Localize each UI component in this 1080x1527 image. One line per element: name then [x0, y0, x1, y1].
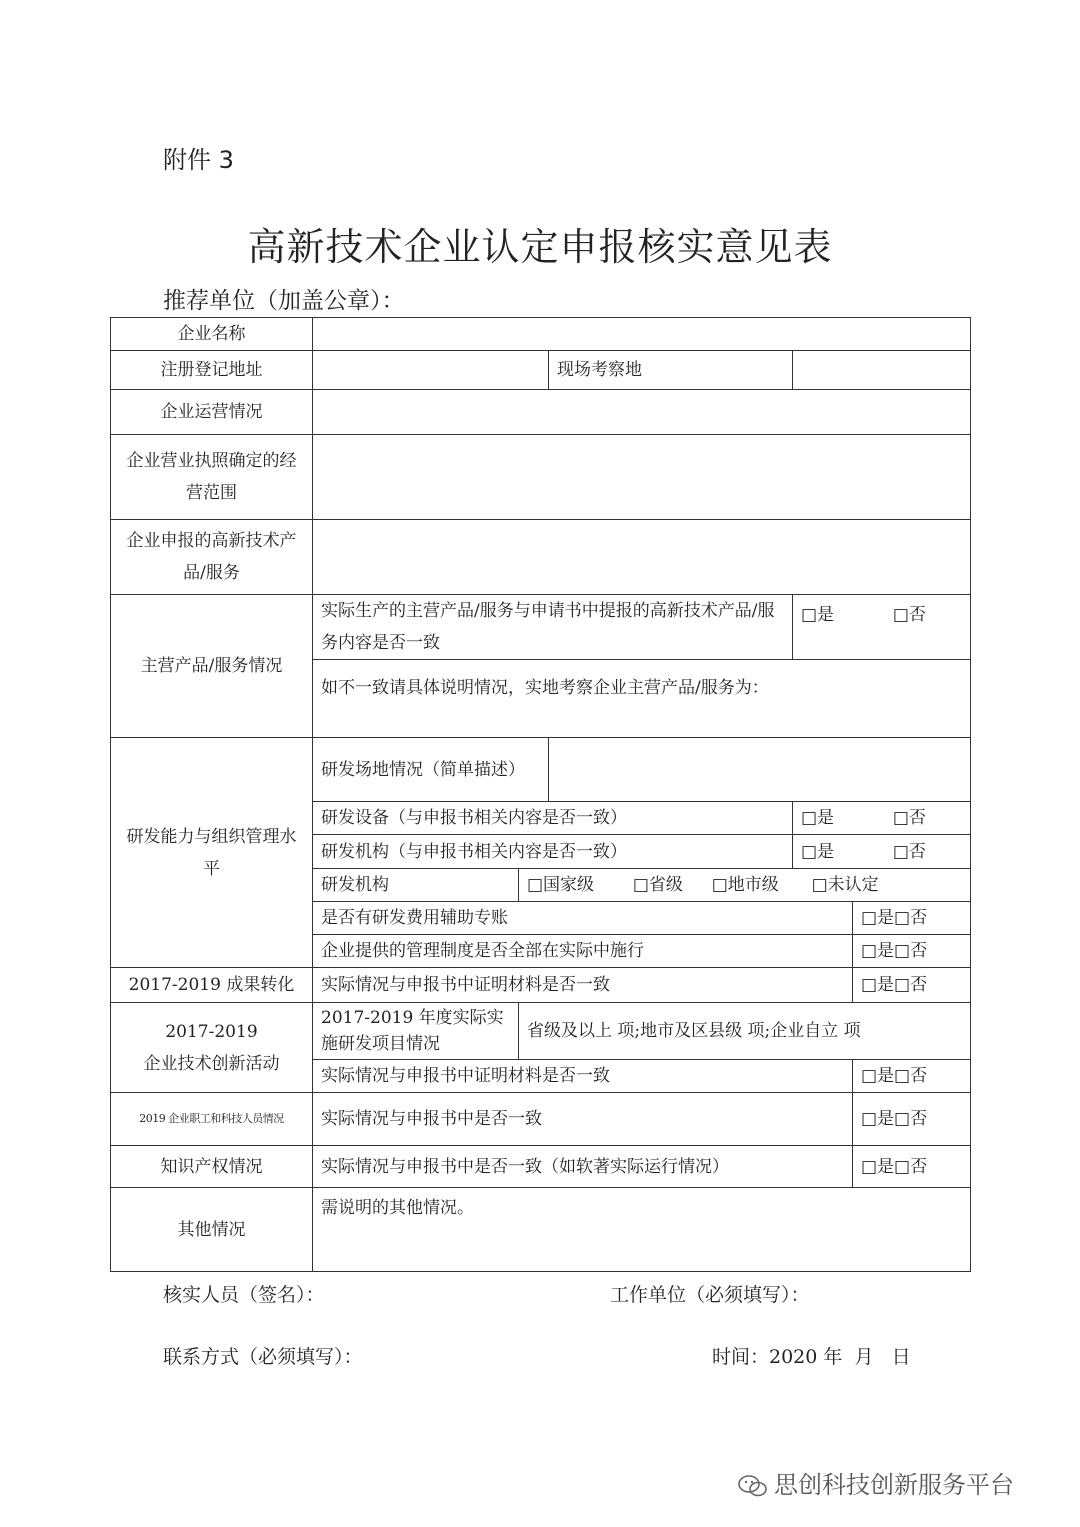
- table-row: [111, 1003, 971, 1060]
- rd-mgmt-label: 企业提供的管理制度是否全部在实际中施行: [313, 935, 853, 968]
- ip-label: 知识产权情况: [111, 1146, 313, 1188]
- operation-label: 企业运营情况: [111, 390, 313, 435]
- company-name-field[interactable]: [313, 318, 971, 351]
- attachment-label: 附件 3: [163, 146, 234, 174]
- table-row: [111, 318, 971, 351]
- reg-address-field[interactable]: [313, 351, 549, 390]
- verification-form-table: [110, 317, 971, 1272]
- yes-no-checkboxes[interactable]: □是□否: [853, 902, 971, 935]
- table-row: [111, 520, 971, 595]
- no-checkbox[interactable]: □否: [892, 605, 926, 625]
- site-location-label: 现场考察地: [549, 351, 793, 390]
- yes-no-checkboxes[interactable]: □是□否: [853, 1060, 971, 1093]
- work-unit-label: 工作单位（必须填写）：: [610, 1284, 810, 1306]
- table-row: [111, 738, 971, 802]
- date-label: 时间：2020 年 月 日: [712, 1346, 911, 1368]
- rd-expense-label: 是否有研发费用辅助专账: [313, 902, 853, 935]
- yes-no-checkboxes[interactable]: □是□否: [853, 935, 971, 968]
- operation-field[interactable]: [313, 390, 971, 435]
- table-row: [111, 595, 971, 660]
- main-products-label: 主营产品/服务情况: [111, 595, 313, 738]
- company-name-label: 企业名称: [111, 318, 313, 351]
- provincial-level-checkbox[interactable]: □省级: [632, 875, 683, 895]
- achievement-label: 2017-2019 成果转化: [111, 968, 313, 1003]
- wechat-icon: [738, 1475, 768, 1497]
- table-row: [111, 1093, 971, 1146]
- city-level-checkbox[interactable]: □地市级: [711, 875, 779, 895]
- table-row: [111, 351, 971, 390]
- watermark: [738, 1465, 1014, 1500]
- rd-site-label: 研发场地情况（简单描述）: [313, 738, 549, 802]
- site-location-field[interactable]: [793, 351, 971, 390]
- innovation-project-levels: 省级及以上 项;地市及区县级 项;企业自立 项: [519, 1003, 971, 1060]
- national-level-checkbox[interactable]: □国家级: [527, 875, 595, 895]
- table-row: [111, 390, 971, 435]
- main-products-explain: 如不一致请具体说明情况，实地考察企业主营产品/服务为：: [313, 660, 971, 738]
- yes-checkbox[interactable]: □是: [801, 841, 835, 862]
- staff-label: 2019 企业职工和科技人员情况: [111, 1093, 313, 1146]
- ip-question: 实际情况与申报书中是否一致（如软著实际运行情况）: [313, 1146, 853, 1188]
- no-checkbox[interactable]: □否: [892, 808, 926, 828]
- achievement-question: 实际情况与申报书中证明材料是否一致: [313, 968, 853, 1003]
- yes-no-checkboxes[interactable]: □是□否: [853, 968, 971, 1003]
- business-scope-label: 企业营业执照确定的经营范围: [111, 435, 313, 520]
- not-certified-checkbox[interactable]: □未认定: [811, 875, 879, 895]
- innovation-projects-label: 2017-2019 年度实际实施研发项目情况: [313, 1003, 519, 1060]
- verifier-signature-label: 核实人员（签名）：: [163, 1284, 325, 1306]
- recommend-unit-label: 推荐单位（加盖公章）：: [163, 288, 405, 314]
- watermark-text: 思创科技创新服务平台: [774, 1471, 1014, 1499]
- innovation-label-text: 企业技术创新活动: [143, 1053, 280, 1074]
- table-row: [111, 1188, 971, 1272]
- main-products-question: 实际生产的主营产品/服务与申请书中提报的高新技术产品/服务内容是否一致: [313, 595, 793, 660]
- innovation-label: [111, 1003, 313, 1093]
- rd-org-consistent-label: 研发机构（与申报书相关内容是否一致）: [313, 835, 793, 869]
- hitech-products-field[interactable]: [313, 520, 971, 595]
- yes-checkbox[interactable]: □是: [801, 808, 835, 828]
- innovation-label-years: 2017-2019: [165, 1021, 258, 1042]
- reg-address-label: 注册登记地址: [111, 351, 313, 390]
- rd-site-field[interactable]: [549, 738, 971, 802]
- business-scope-field[interactable]: [313, 435, 971, 520]
- rd-equipment-label: 研发设备（与申报书相关内容是否一致）: [313, 802, 793, 835]
- form-title: 高新技术企业认定申报核实意见表: [247, 225, 833, 269]
- other-label: 其他情况: [111, 1188, 313, 1272]
- yes-checkbox[interactable]: □是: [801, 605, 835, 625]
- innovation-question: 实际情况与申报书中证明材料是否一致: [313, 1060, 853, 1093]
- table-row: [111, 435, 971, 520]
- contact-label: 联系方式（必须填写）：: [163, 1346, 363, 1368]
- yes-no-checkboxes[interactable]: □是□否: [853, 1146, 971, 1188]
- staff-question: 实际情况与申报书中是否一致: [313, 1093, 853, 1146]
- other-question: 需说明的其他情况。: [313, 1188, 971, 1272]
- rd-capability-label: 研发能力与组织管理水平: [111, 738, 313, 968]
- yes-no-checkboxes[interactable]: □是□否: [853, 1093, 971, 1146]
- hitech-products-label: 企业申报的高新技术产品/服务: [111, 520, 313, 595]
- rd-org-label: 研发机构: [313, 869, 519, 902]
- table-row: [111, 968, 971, 1003]
- no-checkbox[interactable]: □否: [892, 841, 926, 862]
- table-row: [111, 1146, 971, 1188]
